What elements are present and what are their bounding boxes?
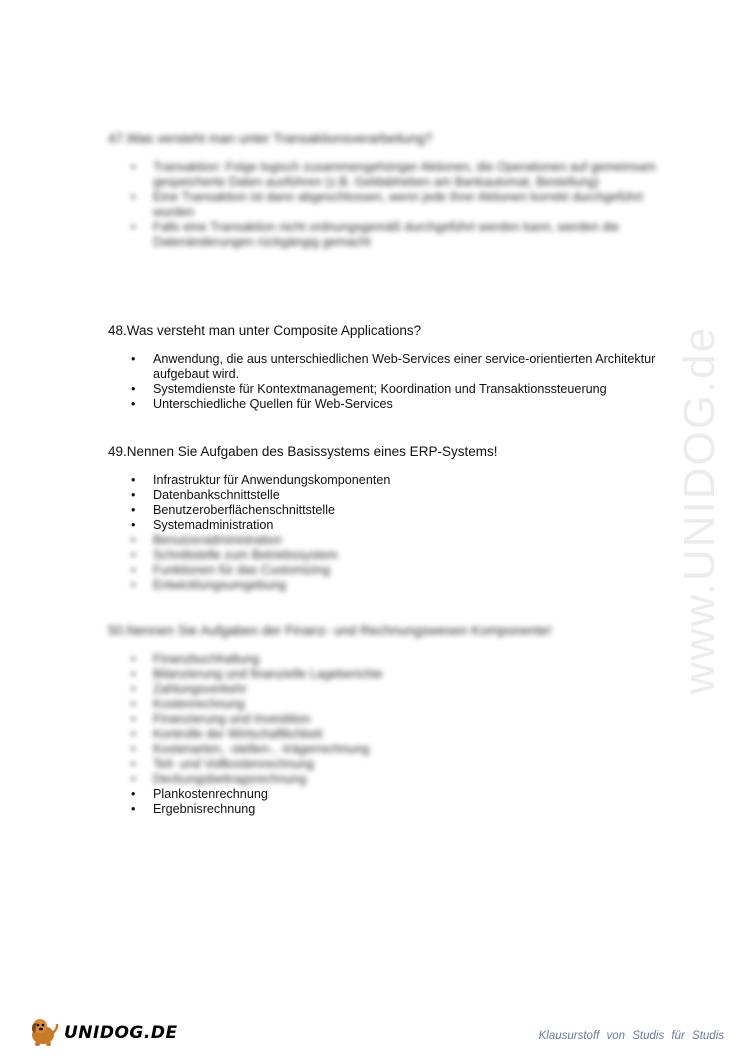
list-item: • Anwendung, die aus unterschiedlichen Web-Services einer service-orientierten Architektur aufgebaut wird. <box>153 352 668 382</box>
question-48-section <box>108 323 668 412</box>
question-48-list <box>108 352 668 412</box>
question-48-title: 48.Was versteht man unter Composite Applications? <box>108 323 422 338</box>
list-item: • Kontrolle der Wirtschaftlichkeit <box>153 727 668 742</box>
logo-text: UNIDOG.DE <box>64 1023 178 1043</box>
list-item: • Ergebnisrechnung <box>153 802 668 817</box>
list-item: • Kostenarten, -stellen-, -trägerrechnung <box>153 742 668 757</box>
list-item: • Teil- und Vollkostenrechnung <box>153 757 668 772</box>
list-item: • Zahlungsverkehr <box>153 682 668 697</box>
question-47-list <box>108 160 668 250</box>
question-49-title: 49.Nennen Sie Aufgaben des Basissystems eines ERP-Systems! <box>108 444 498 459</box>
list-item: • Unterschiedliche Quellen für Web-Services <box>153 397 668 412</box>
list-item: • Kostenrechnung <box>153 697 668 712</box>
question-47-title: 47.Was versteht man unter Transaktionsverarbeitung? <box>108 131 433 146</box>
list-item: • Transaktion: Folge logisch zusammengehöriger Aktionen, die Operationen auf gemeinsam gespeicherte Daten ausführen (z.B. Geldabheben am Bankautomat, Bestellung) <box>153 160 668 190</box>
list-item: • Plankostenrechnung <box>153 787 668 802</box>
question-49-section <box>108 444 668 593</box>
footer-logo <box>26 1016 178 1050</box>
list-item: • Funktionen für das Customizing <box>153 563 668 578</box>
list-item: • Schnittstelle zum Betriebssystem <box>153 548 668 563</box>
list-item: • Finanzierung und Investition <box>153 712 668 727</box>
list-item: • Systemadministration <box>153 518 668 533</box>
list-item: • Infrastruktur für Anwendungskomponenten <box>153 473 668 488</box>
question-50-section <box>108 623 668 817</box>
list-item: • Benutzeradministration <box>153 533 668 548</box>
footer-slogan: Klausurstoff von Studis für Studis <box>538 1030 724 1042</box>
list-item: • Finanzbuchhaltung <box>153 652 668 667</box>
question-49-list <box>108 473 668 593</box>
list-item: • Datenbankschnittstelle <box>153 488 668 503</box>
list-item: • Deckungsbeitragsrechnung <box>153 772 668 787</box>
question-50-title: 50.Nennen Sie Aufgaben der Finanz- und Rechnungswesen Komponente! <box>108 623 552 638</box>
list-item: • Systemdienste für Kontextmanagement; Koordination und Transaktionssteuerung <box>153 382 668 397</box>
list-item: • Bilanzierung und finanzielle Lageberichte <box>153 667 668 682</box>
dog-icon <box>26 1015 60 1052</box>
question-50-list <box>108 652 668 817</box>
list-item: • Falls eine Transaktion nicht ordnungsgemäß durchgeführt werden kann, werden die Datenänderungen rückgängig gemacht <box>153 220 668 250</box>
watermark: www.UNIDOG.de <box>675 325 724 695</box>
question-47-section <box>108 131 668 250</box>
list-item: • Benutzeroberflächenschnittstelle <box>153 503 668 518</box>
list-item: • Eine Transaktion ist dann abgeschlossen, wenn jede ihrer Aktionen korrekt durchgeführt wurden <box>153 190 668 220</box>
list-item: • Entwicklungsumgebung <box>153 578 668 593</box>
